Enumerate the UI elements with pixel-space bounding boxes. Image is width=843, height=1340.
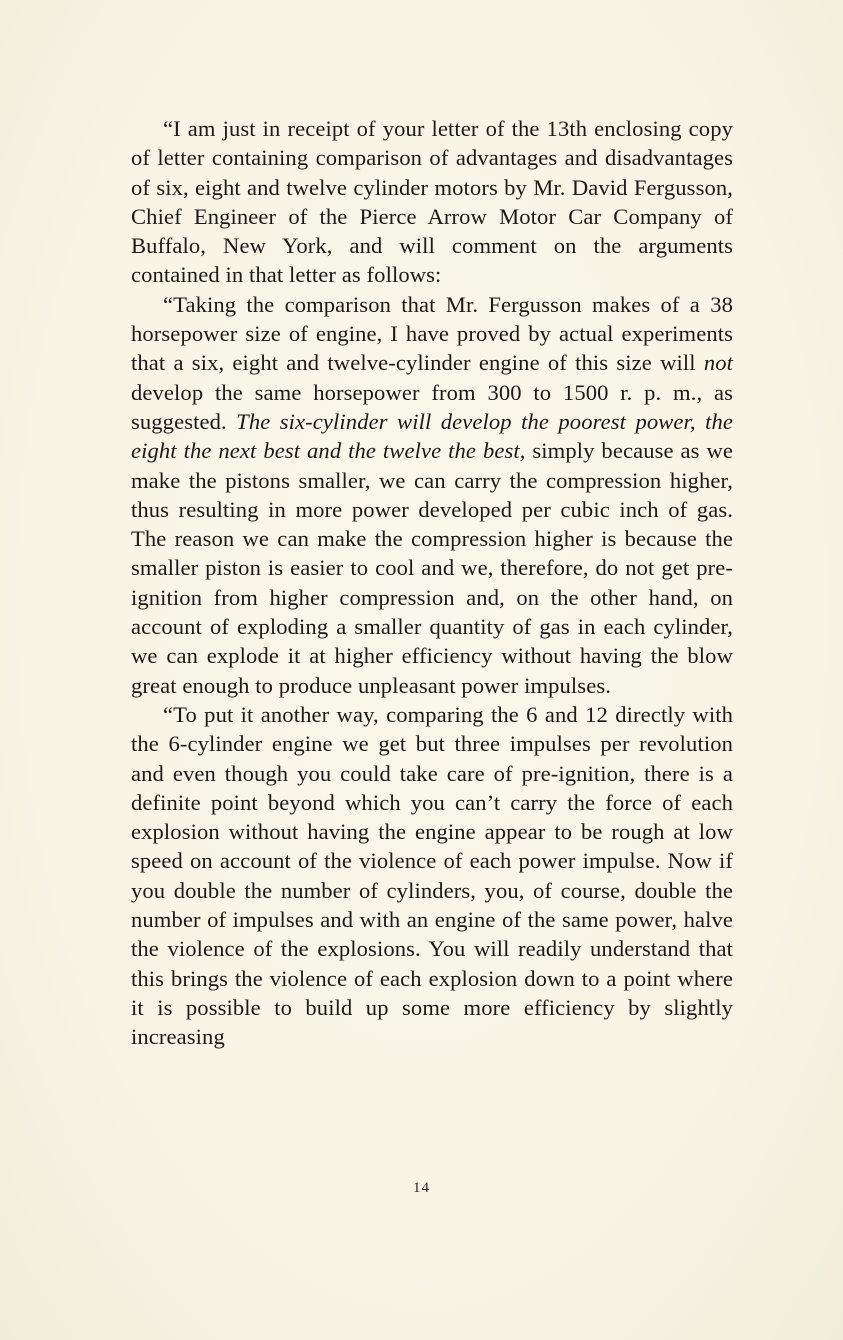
text-run: develop the same horsepower from 300 to 1500 r. p. m., as suggested. — [131, 379, 733, 434]
paragraph-2 — [131, 290, 733, 700]
paragraph-3 — [131, 700, 733, 1052]
text-run: “To put it another way, comparing the 6 and 12 directly with the 6-cylinder engine we get but three impulses per revolution and even though you could take care of pre-ignition, there is a definite point beyond which you can’t carry the force of each explosion without having the engine appear to be rough at low speed on account of the violence of each power impulse. Now if you double the number of cylinders, you, of course, double the number of impulses and with an engine of the same power, halve the violence of the explosions. You will readily understand that this brings the violence of each explosion down to a point where it is possible to build up some more efficiency by slightly increasing — [131, 701, 733, 1050]
text-run: “Taking the comparison that Mr. Fergusson makes of a 38 horsepower size of engine, I have proved by actual experiments that a six, eight and twelve-cylinder engine of this size will — [131, 291, 733, 376]
italic-text-run: The six-cylinder will develop the poorest power, the eight the next best and the twelve the best, — [131, 408, 733, 464]
page-number: 14 — [413, 1180, 430, 1196]
text-run: simply because as we make the pistons smaller, we can carry the compression higher, thus resulting in more power developed per cubic inch of gas. The reason we can make the compression higher is because the smaller piston is easier to cool and we, therefore, do not get pre-ignition from higher compression and, on the other hand, on account of exploding a smaller quantity of gas in each cylinder, we can explode it at higher efficiency without having the blow great enough to produce unpleasant power impulses. — [131, 438, 733, 698]
italic-text-run: not — [703, 350, 733, 376]
paragraph-1 — [131, 114, 733, 290]
text-run: “I am just in receipt of your letter of the 13th enclosing copy of letter containing comparison of advantages and disadvantages of six, eight and twelve cylinder motors by Mr. David Fergusson, Chief Engineer of the Pierce Arrow Motor Car Company of Buffalo, New York, and will comment on the arguments contained in that letter as follows: — [131, 116, 733, 288]
body-text — [131, 114, 733, 1052]
